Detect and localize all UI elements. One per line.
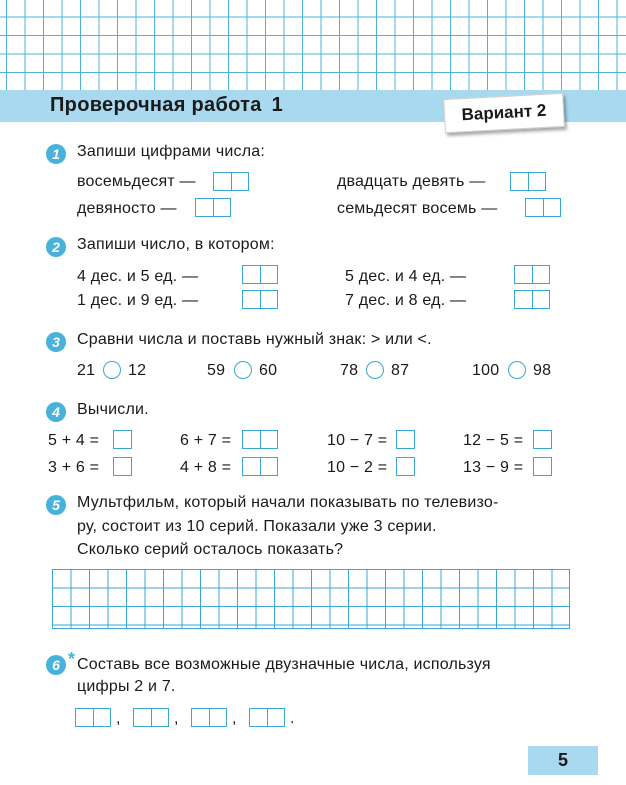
- separator: ,: [116, 710, 121, 727]
- top-grid: [0, 0, 626, 90]
- task-1-item: семьдесят восемь —: [337, 200, 498, 217]
- task-4-expression: 4 + 8 =: [180, 459, 232, 476]
- page-number: 5: [528, 746, 598, 775]
- answer-box[interactable]: [75, 708, 111, 727]
- task-6-text-line: цифры 2 и 7.: [77, 678, 176, 695]
- compare-left: 78: [340, 362, 359, 379]
- task-3-number: 3: [46, 332, 66, 352]
- answer-box[interactable]: [242, 265, 278, 284]
- task-2-item: 4 дес. и 5 ед. —: [77, 268, 199, 285]
- task-3-prompt: Сравни числа и поставь нужный знак: > или <.: [77, 331, 432, 348]
- task-5-text-line: Мультфильм, который начали показывать по телевизо-: [77, 494, 499, 511]
- answer-box[interactable]: [525, 198, 561, 217]
- answer-box[interactable]: [113, 430, 132, 449]
- task-5-text-line: Сколько серий осталось показать?: [77, 541, 344, 558]
- task-2-item: 1 дес. и 9 ед. —: [77, 292, 199, 309]
- task-1-prompt: Запиши цифрами числа:: [77, 143, 265, 160]
- variant-label: Вариант 2: [443, 93, 565, 133]
- compare-circle[interactable]: [508, 361, 526, 379]
- answer-grid[interactable]: [52, 569, 570, 629]
- answer-box[interactable]: [133, 708, 169, 727]
- compare-right: 60: [259, 362, 278, 379]
- separator: ,: [174, 710, 179, 727]
- task-1-item: двадцать девять —: [337, 173, 486, 190]
- answer-box[interactable]: [195, 198, 231, 217]
- answer-box[interactable]: [533, 457, 552, 476]
- answer-box[interactable]: [113, 457, 132, 476]
- answer-box[interactable]: [242, 430, 278, 449]
- task-1-item: девяносто —: [77, 200, 177, 217]
- task-4-expression: 5 + 4 =: [48, 432, 100, 449]
- task-4-prompt: Вычисли.: [77, 401, 149, 418]
- answer-box[interactable]: [191, 708, 227, 727]
- separator: ,: [232, 710, 237, 727]
- task-5-text-line: ру, состоит из 10 серий. Показали уже 3 серии.: [77, 518, 437, 535]
- answer-box[interactable]: [242, 457, 278, 476]
- task-4-expression: 6 + 7 =: [180, 432, 232, 449]
- answer-box[interactable]: [396, 457, 415, 476]
- compare-circle[interactable]: [234, 361, 252, 379]
- task-4-expression: 13 − 9 =: [463, 459, 524, 476]
- answer-box[interactable]: [514, 265, 550, 284]
- compare-right: 12: [128, 362, 147, 379]
- compare-left: 21: [77, 362, 96, 379]
- task-2-item: 7 дес. и 8 ед. —: [345, 292, 467, 309]
- answer-box[interactable]: [514, 290, 550, 309]
- task-2-item: 5 дес. и 4 ед. —: [345, 268, 467, 285]
- compare-left: 59: [207, 362, 226, 379]
- task-2-number: 2: [46, 237, 66, 257]
- answer-box[interactable]: [213, 172, 249, 191]
- task-4-expression: 3 + 6 =: [48, 459, 100, 476]
- answer-box[interactable]: [396, 430, 415, 449]
- task-2-prompt: Запиши число, в котором:: [77, 236, 275, 253]
- compare-left: 100: [472, 362, 500, 379]
- task-5-number: 5: [46, 495, 66, 515]
- compare-circle[interactable]: [366, 361, 384, 379]
- compare-right: 87: [391, 362, 410, 379]
- task-1-item: восемьдесят —: [77, 173, 196, 190]
- task-6-number: 6 *: [46, 655, 66, 675]
- compare-right: 98: [533, 362, 552, 379]
- compare-circle[interactable]: [103, 361, 121, 379]
- separator: .: [290, 710, 295, 727]
- task-4-expression: 10 − 2 =: [327, 459, 388, 476]
- task-4-expression: 10 − 7 =: [327, 432, 388, 449]
- answer-box[interactable]: [249, 708, 285, 727]
- page-title: Проверочная работа 1: [50, 94, 284, 116]
- task-4-number: 4: [46, 402, 66, 422]
- answer-box[interactable]: [533, 430, 552, 449]
- answer-box[interactable]: [242, 290, 278, 309]
- task-6-text-line: Составь все возможные двузначные числа, используя: [77, 656, 491, 673]
- answer-box[interactable]: [510, 172, 546, 191]
- task-4-expression: 12 − 5 =: [463, 432, 524, 449]
- task-1-number: 1: [46, 144, 66, 164]
